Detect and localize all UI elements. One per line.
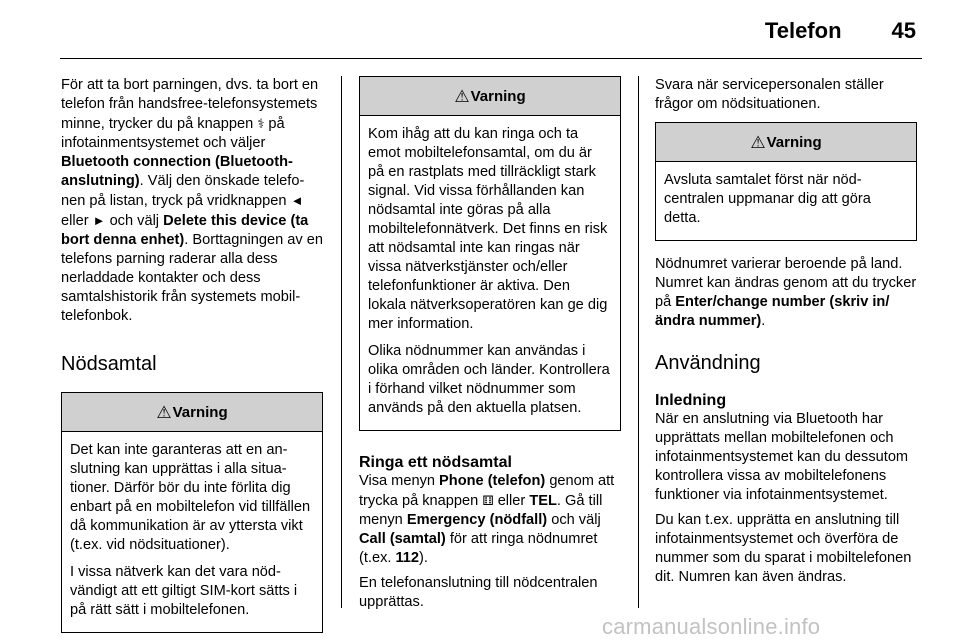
emergency-call-paragraph: Visa menyn Phone (telefon) genom att trycka på knappen ⚅ eller TEL. Gå till menyn Emergency (nödfall) och välj Call (samtal) för att ringa nödnumret (t.ex. 112). <box>359 473 615 566</box>
page-header <box>765 18 916 48</box>
column-middle <box>359 76 621 618</box>
warning-label: Varning <box>172 403 228 421</box>
warning-icon: ⚠ <box>750 132 766 152</box>
arrow-left-icon: ◄ <box>290 193 304 208</box>
subheading-introduction: Inledning <box>655 392 727 409</box>
arrow-right-icon: ► <box>92 213 106 228</box>
warning-body: Kom ihåg att du kan ringa och ta emot mobiltelefonsamtal, om du är på en rastplats med tillräckligt stark signal. Vid vissa förhållanden kan nödsamtal inte göras på alla mobiltelefonnätverk. Det finns en risk att nödsamtal inte kan ringas när vissa nätverkstjänster och/eller telefonfunktioner är aktiva. Den lokala nätverksoperatören kan ge dig mer information. Olika nödnummer kan användas i olika områden och länder. Kontrollera i förhand vilket nödnummer som används på den aktuella platsen. <box>368 126 610 416</box>
transfer-paragraph: Du kan t.ex. upprätta en anslutning till infotainmentsystemet och överföra de nummer som du sparat i mobiltelefonen dit. Numren kan även ändras. <box>655 512 912 585</box>
section-heading-usage: Användning <box>655 352 761 374</box>
answer-paragraph: Svara när servicepersonalen ställer frågor om nödsituationen. <box>655 77 884 112</box>
column-right <box>655 76 917 593</box>
page-title: Telefon <box>764 18 842 43</box>
warning-header <box>656 123 916 162</box>
warning-icon: ⚠ <box>454 86 470 106</box>
connection-paragraph: En telefonanslutning till nödcentralen upprättas. <box>359 575 598 610</box>
subheading-make-emergency-call: Ringa ett nödsamtal <box>359 454 512 471</box>
menu-item-phone: Phone (telefon) <box>439 473 546 489</box>
column-divider <box>341 76 342 608</box>
menu-item-delete-device: Delete this device (ta bort denna enhet) <box>61 213 309 248</box>
section-heading-emergency: Nödsamtal <box>61 353 157 375</box>
menu-item-emergency: Emergency (nödfall) <box>406 512 548 528</box>
warning-body: Avsluta samtalet först när nödcentralen uppmanar dig att göra detta. <box>664 172 871 226</box>
intro-paragraph: När en anslutning via Bluetooth har upprättats mellan mobiltelefonen och infotainmentsystemet kan du dessutom kontrollera vissa av mobiltelefonens funktioner via infotainmentsystemet. <box>655 411 909 503</box>
warning-icon: ⚠ <box>156 402 172 422</box>
number-varies-paragraph: Nödnumret varierar beroende på land. Numret kan ändras genom att du trycker på Enter/change number (skriv in/ändra nummer). <box>655 256 917 329</box>
warning-label: Varning <box>470 87 526 105</box>
warning-body: Det kan inte garanteras att en anslutning kan upprättas i alla situationer. Därför bör du inte förlita dig enbart på en mobiltelefon vid tillfällen då kommunikation är av yttersta vikt (t.ex. vid nödsituationer). I vissa nätverk kan det vara nödvändigt att ett giltigt SIM-kort sätts i på rätt sätt i mobiltelefonen. <box>70 442 311 618</box>
header-rule <box>60 58 922 59</box>
warning-header <box>62 393 322 432</box>
menu-item-call: Call (samtal) <box>359 531 446 547</box>
unpair-paragraph: För att ta bort parningen, dvs. ta bort en telefon från handsfree-telefonsystemets minne, trycker du på knappen ⚕ på infotainmentsystemet och väljer Bluetooth connection (Bluetooth-anslutning). Välj den önskade telefonen på listan, tryck på vridknappen ◄ eller ► och välj Delete this device (ta bort denna enhet). Borttagningen av en telefons parning raderar alla dess nerladdade kontakter och dess samtalshistorik från systemets mobiltelefonbok. <box>61 77 323 324</box>
warning-box <box>61 392 323 633</box>
phone-settings-icon: ⚕ <box>257 116 265 131</box>
warning-header <box>360 77 620 116</box>
warning-box <box>655 122 917 241</box>
column-left <box>61 76 323 643</box>
phone-button-icon: ⚅ <box>482 493 494 508</box>
warning-box <box>359 76 621 431</box>
page-number: 45 <box>891 18 916 43</box>
column-divider <box>638 76 639 608</box>
tel-button-label: TEL <box>529 493 557 509</box>
menu-item-enter-change-number: Enter/change number (skriv in/ändra nummer) <box>655 294 890 329</box>
warning-label: Varning <box>766 133 822 151</box>
watermark: carmanualsonline.info <box>602 614 821 639</box>
emergency-number: 112 <box>395 550 420 566</box>
menu-item-bluetooth-connection: Bluetooth connection (Bluetooth-anslutning) <box>61 154 293 189</box>
